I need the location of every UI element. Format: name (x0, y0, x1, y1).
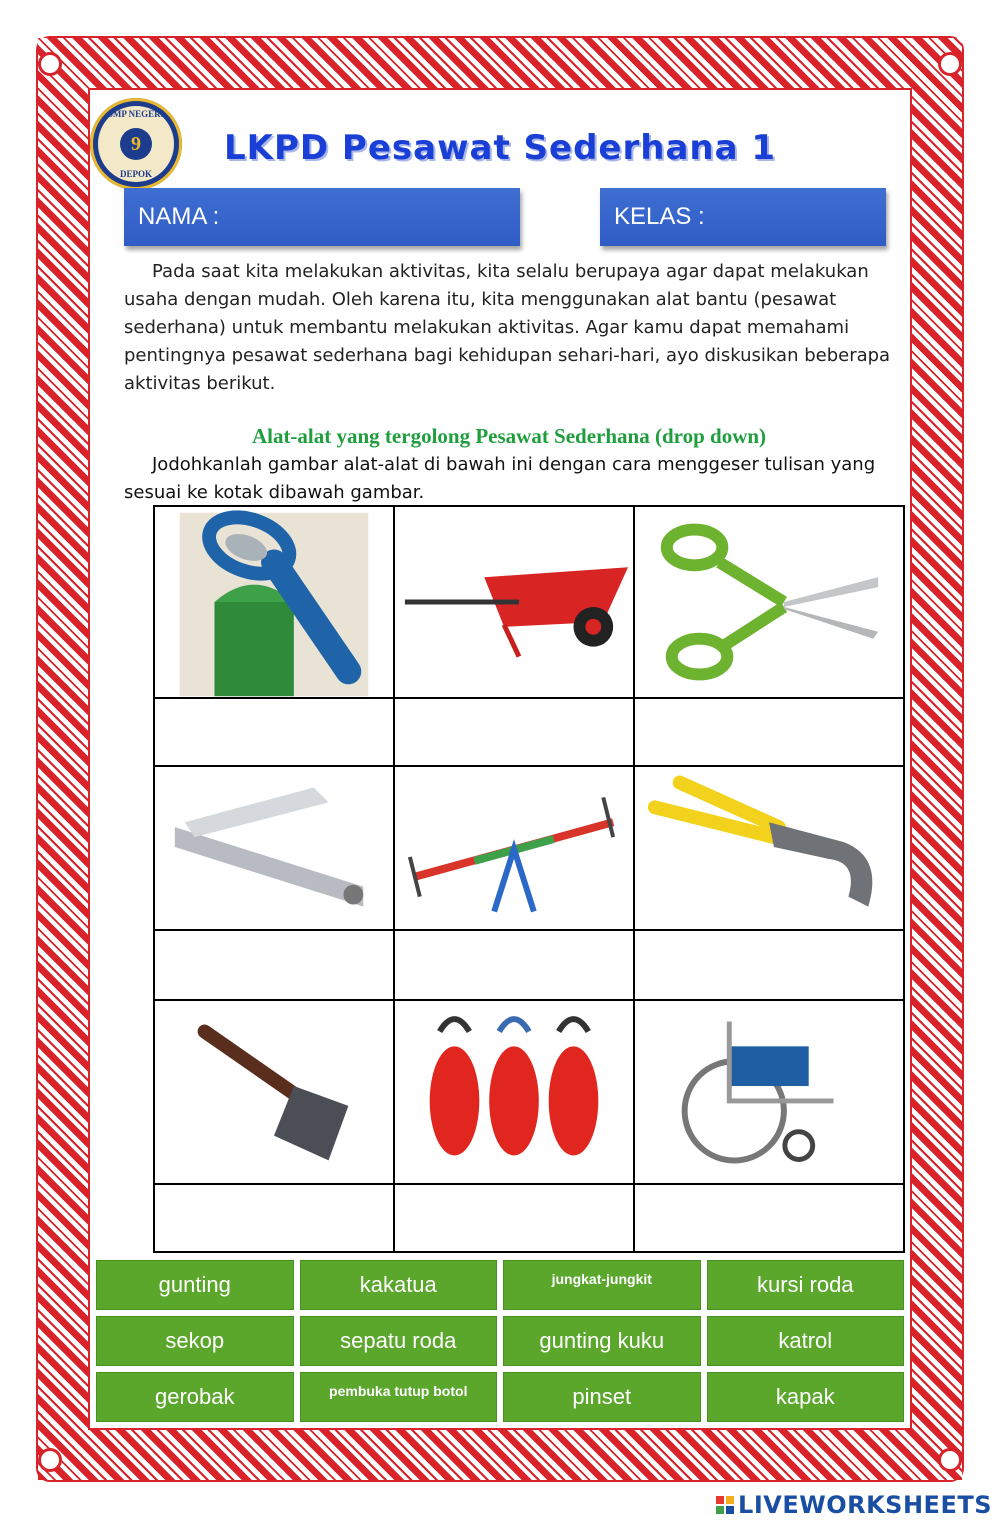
answer-drop-zone[interactable] (394, 930, 634, 1000)
intro-paragraph: Pada saat kita melakukan aktivitas, kita selalu berupaya agar dapat melakukan usaha dengan mudah. Oleh karena itu, kita menggunakan alat bantu (pesawat sederhana) untuk membantu melakukan aktivitas. Agar kamu dapat memahami pentingnya pesawat sederhana bagi kehidupan sehari-hari, ayo diskusikan beberapa aktivitas berikut. (124, 261, 891, 394)
scissors-image (634, 506, 904, 698)
wheelchair-image (634, 1000, 904, 1184)
corner-ornament (938, 52, 962, 76)
logo-top-text: SMP NEGERI (107, 109, 165, 119)
answer-drop-zone[interactable] (154, 698, 394, 766)
matching-table (153, 505, 905, 1253)
page-title: LKPD Pesawat Sederhana 1 (223, 128, 777, 168)
corner-ornament (38, 52, 62, 76)
answer-drop-zone[interactable] (634, 930, 904, 1000)
word-chip-sepatu-roda[interactable]: sepatu roda (300, 1316, 498, 1366)
liveworksheets-logo-icon (716, 1496, 734, 1514)
word-chip-gunting-kuku[interactable]: gunting kuku (503, 1316, 701, 1366)
word-chip-gunting[interactable]: gunting (96, 1260, 294, 1310)
section-heading: Alat-alat yang tergolong Pesawat Sederhana (drop down) (251, 424, 767, 448)
pulleys-image (394, 1000, 634, 1184)
answer-drop-zone[interactable] (154, 930, 394, 1000)
kelas-field[interactable] (600, 188, 886, 246)
logo-bottom-text: DEPOK (119, 169, 152, 179)
word-bank (96, 1260, 904, 1422)
brand-name: LIVEWORKSHEETS (738, 1491, 992, 1519)
school-logo (90, 98, 182, 190)
word-chip-sekop[interactable]: sekop (96, 1316, 294, 1366)
kelas-label: KELAS : (614, 203, 705, 230)
instruction-text: Jodohkanlah gambar alat-alat di bawah ini dengan cara menggeser tulisan yang sesuai ke kotak dibawah gambar. (124, 454, 876, 503)
wheelbarrow-image (394, 506, 634, 698)
word-chip-kapak[interactable]: kapak (707, 1372, 905, 1422)
answer-drop-zone[interactable] (634, 698, 904, 766)
pincers-image (634, 766, 904, 930)
bottle-opener-image (154, 506, 394, 698)
corner-ornament (38, 1448, 62, 1472)
word-chip-jungkat-jungkit[interactable]: jungkat-jungkit (503, 1260, 701, 1310)
answer-drop-zone[interactable] (634, 1184, 904, 1252)
corner-ornament (938, 1448, 962, 1472)
seesaw-image (394, 766, 634, 930)
answer-drop-zone[interactable] (154, 1184, 394, 1252)
word-chip-katrol[interactable]: katrol (707, 1316, 905, 1366)
answer-drop-zone[interactable] (394, 1184, 634, 1252)
liveworksheets-brand (716, 1491, 992, 1519)
logo-number: 9 (131, 132, 141, 155)
word-chip-kakatua[interactable]: kakatua (300, 1260, 498, 1310)
word-chip-pembuka-tutup-botol[interactable]: pembuka tutup botol (300, 1372, 498, 1422)
word-chip-pinset[interactable]: pinset (503, 1372, 701, 1422)
nama-field[interactable] (124, 188, 520, 246)
axe-image (154, 1000, 394, 1184)
word-chip-kursi-roda[interactable]: kursi roda (707, 1260, 905, 1310)
nail-clipper-image (154, 766, 394, 930)
word-chip-gerobak[interactable]: gerobak (96, 1372, 294, 1422)
answer-drop-zone[interactable] (394, 698, 634, 766)
nama-label: NAMA : (138, 203, 220, 230)
